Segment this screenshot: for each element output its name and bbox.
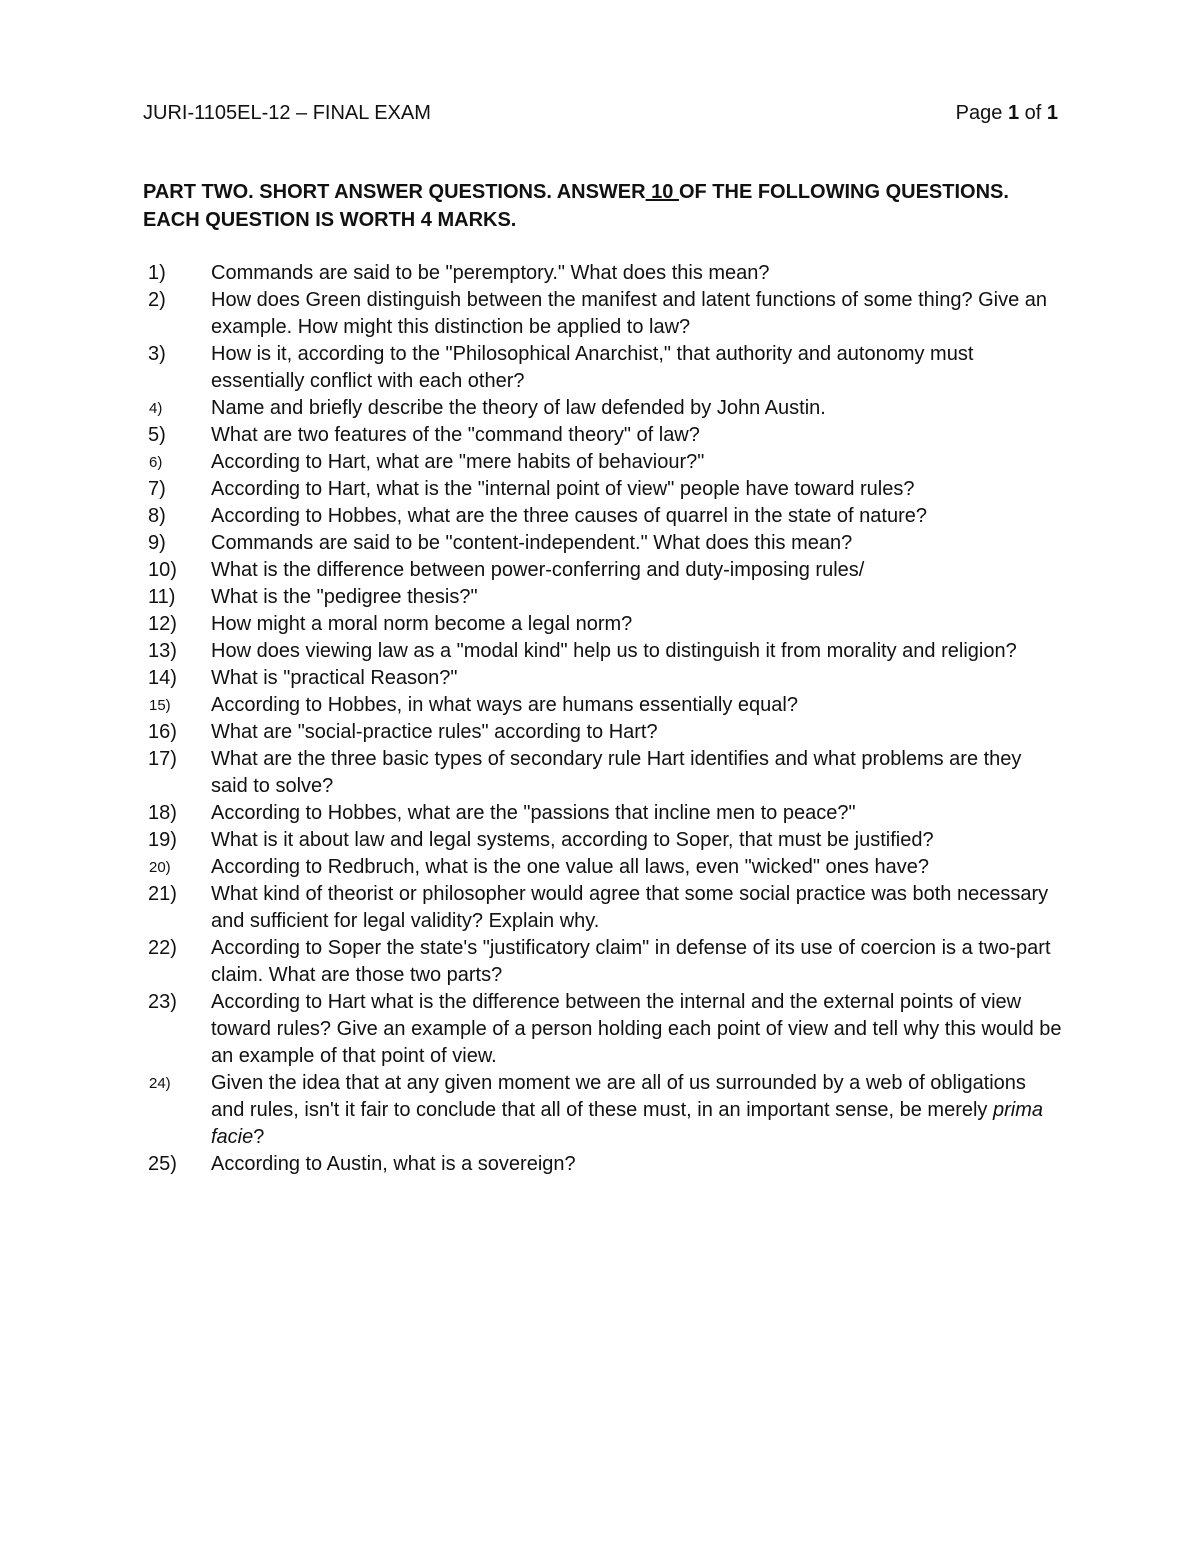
- question-number: 10): [148, 559, 177, 581]
- instructions-after: OF THE FOLLOWING QUESTIONS. EACH QUESTION IS WORTH 4 MARKS.: [143, 181, 1009, 231]
- question-number: 8): [148, 505, 166, 527]
- question-text: [211, 397, 826, 419]
- question-text: [211, 937, 1051, 986]
- instructions-answer-count: 10: [645, 181, 679, 203]
- question-item: [143, 881, 1063, 935]
- question-text: [211, 1072, 1043, 1148]
- question-text-main: According to Austin, what is a sovereign?: [211, 1153, 576, 1175]
- question-number: 24): [149, 1075, 171, 1092]
- question-item: [143, 1070, 1063, 1151]
- question-item: [143, 557, 1063, 584]
- question-text-main: Name and briefly describe the theory of law defended by John Austin.: [211, 397, 826, 419]
- question-text-main: According to Hart, what is the "internal point of view" people have toward rules?: [211, 478, 915, 500]
- of-word: of: [1024, 102, 1042, 124]
- question-text: [211, 559, 864, 581]
- question-text-main: How is it, according to the "Philosophical Anarchist," that authority and autonomy must essentially conflict with each other?: [211, 343, 974, 392]
- question-text-main: What is "practical Reason?": [211, 667, 458, 689]
- question-text: [211, 613, 632, 635]
- question-text: [211, 262, 770, 284]
- question-item: [143, 854, 1063, 881]
- question-text-main: According to Soper the state's "justificatory claim" in defense of its use of coercion is a two-part claim. What are those two parts?: [211, 937, 1051, 986]
- question-number: 20): [149, 859, 171, 876]
- question-item: [143, 692, 1063, 719]
- question-number: 22): [148, 937, 177, 959]
- question-text-main: According to Hobbes, what are the three causes of quarrel in the state of nature?: [211, 505, 927, 527]
- question-number: 15): [149, 697, 171, 714]
- question-item: [143, 422, 1063, 449]
- page-number: 1: [1007, 102, 1020, 124]
- question-number: 7): [148, 478, 166, 500]
- question-text: [211, 829, 934, 851]
- question-number: 4): [149, 400, 163, 417]
- question-text: [211, 478, 914, 500]
- question-text-main: Given the idea that at any given moment we are all of us surrounded by a web of obligations and rules, isn't it fair to conclude that all of these must, in an important sense, be merely: [211, 1072, 1026, 1121]
- section-instructions: [143, 178, 1043, 234]
- page-total: 1: [1046, 102, 1058, 124]
- question-text: [211, 1153, 576, 1175]
- question-number: 11): [148, 586, 176, 608]
- question-number: 16): [148, 721, 177, 743]
- question-number: 6): [149, 454, 163, 471]
- question-text: [211, 883, 1048, 932]
- question-text-main: According to Hobbes, what are the "passions that incline men to peace?": [211, 802, 856, 824]
- question-item: [143, 1151, 1063, 1178]
- question-text-main: What is it about law and legal systems, according to Soper, that must be justified?: [211, 829, 934, 851]
- question-item: [143, 476, 1063, 503]
- question-item: [143, 530, 1063, 557]
- question-text: [211, 991, 1062, 1067]
- question-number: 5): [148, 424, 166, 446]
- question-item: [143, 665, 1063, 692]
- question-number: 21): [148, 883, 177, 905]
- question-number: 18): [148, 802, 177, 824]
- question-item: [143, 638, 1063, 665]
- question-item: [143, 935, 1063, 989]
- question-text: [211, 289, 1047, 338]
- question-text: [211, 856, 929, 878]
- question-item: [143, 341, 1063, 395]
- question-text: [211, 505, 927, 527]
- question-text-main: Commands are said to be "content-independent." What does this mean?: [211, 532, 853, 554]
- question-text: [211, 640, 1017, 662]
- question-text: [211, 424, 700, 446]
- question-text: [211, 451, 704, 473]
- question-item: [143, 260, 1063, 287]
- question-number: 19): [148, 829, 177, 851]
- page-indicator: [956, 98, 1058, 128]
- question-text-main: How does viewing law as a "modal kind" help us to distinguish it from morality and religion?: [211, 640, 1017, 662]
- question-text-main: How might a moral norm become a legal norm?: [211, 613, 633, 635]
- question-number: 2): [148, 289, 166, 311]
- question-number: 12): [148, 613, 177, 635]
- question-item: [143, 611, 1063, 638]
- page-header: [143, 98, 1058, 128]
- question-number: 17): [148, 748, 177, 770]
- question-list: [143, 260, 1063, 1178]
- question-text: [211, 694, 798, 716]
- question-text-italic: prima facie: [211, 1099, 1044, 1148]
- question-item: [143, 395, 1063, 422]
- question-number: 13): [148, 640, 177, 662]
- question-item: [143, 503, 1063, 530]
- question-text-main: What are two features of the "command theory" of law?: [211, 424, 700, 446]
- question-text-main: According to Hobbes, in what ways are humans essentially equal?: [211, 694, 798, 716]
- question-text-main: What are "social-practice rules" according to Hart?: [211, 721, 658, 743]
- question-item: [143, 800, 1063, 827]
- question-text: [211, 667, 458, 689]
- question-text-main: According to Hart what is the difference between the internal and the external points of view toward rules? Give an example of a person holding each point of view and tell why this would be an example of that point of view.: [211, 991, 1062, 1067]
- question-text-main: Commands are said to be "peremptory." What does this mean?: [211, 262, 770, 284]
- course-title: JURI-1105EL-12 – FINAL EXAM: [143, 102, 431, 124]
- question-item: [143, 449, 1063, 476]
- question-item: [143, 287, 1063, 341]
- question-text-main: What is the "pedigree thesis?": [211, 586, 478, 608]
- question-text: [211, 721, 658, 743]
- question-text: [211, 802, 856, 824]
- question-number: 23): [148, 991, 177, 1013]
- question-item: [143, 584, 1063, 611]
- question-item: [143, 827, 1063, 854]
- question-text: [211, 532, 852, 554]
- question-text-main: What is the difference between power-conferring and duty-imposing rules/: [211, 559, 865, 581]
- question-number: 3): [148, 343, 166, 365]
- question-item: [143, 719, 1063, 746]
- question-text: [211, 748, 1021, 797]
- question-text-main: According to Hart, what are "mere habits of behaviour?": [211, 451, 705, 473]
- question-item: [143, 989, 1063, 1070]
- question-text-main: What are the three basic types of secondary rule Hart identifies and what problems are they said to solve?: [211, 748, 1022, 797]
- question-text: [211, 586, 478, 608]
- question-number: 1): [148, 262, 166, 284]
- question-item: [143, 746, 1063, 800]
- page-word: Page: [955, 102, 1003, 124]
- question-text-main: According to Redbruch, what is the one value all laws, even "wicked" ones have?: [211, 856, 929, 878]
- question-text: [211, 343, 973, 392]
- question-number: 25): [148, 1153, 177, 1175]
- question-number: 14): [148, 667, 177, 689]
- question-text-main: How does Green distinguish between the manifest and latent functions of some thing? Give an example. How might this distinction be applied to law?: [211, 289, 1048, 338]
- question-text-main: What kind of theorist or philosopher would agree that some social practice was both necessary and sufficient for legal validity? Explain why.: [211, 883, 1049, 932]
- question-number: 9): [148, 532, 166, 554]
- instructions-before: PART TWO. SHORT ANSWER QUESTIONS. ANSWER: [143, 181, 646, 203]
- question-text-tail: ?: [253, 1126, 265, 1148]
